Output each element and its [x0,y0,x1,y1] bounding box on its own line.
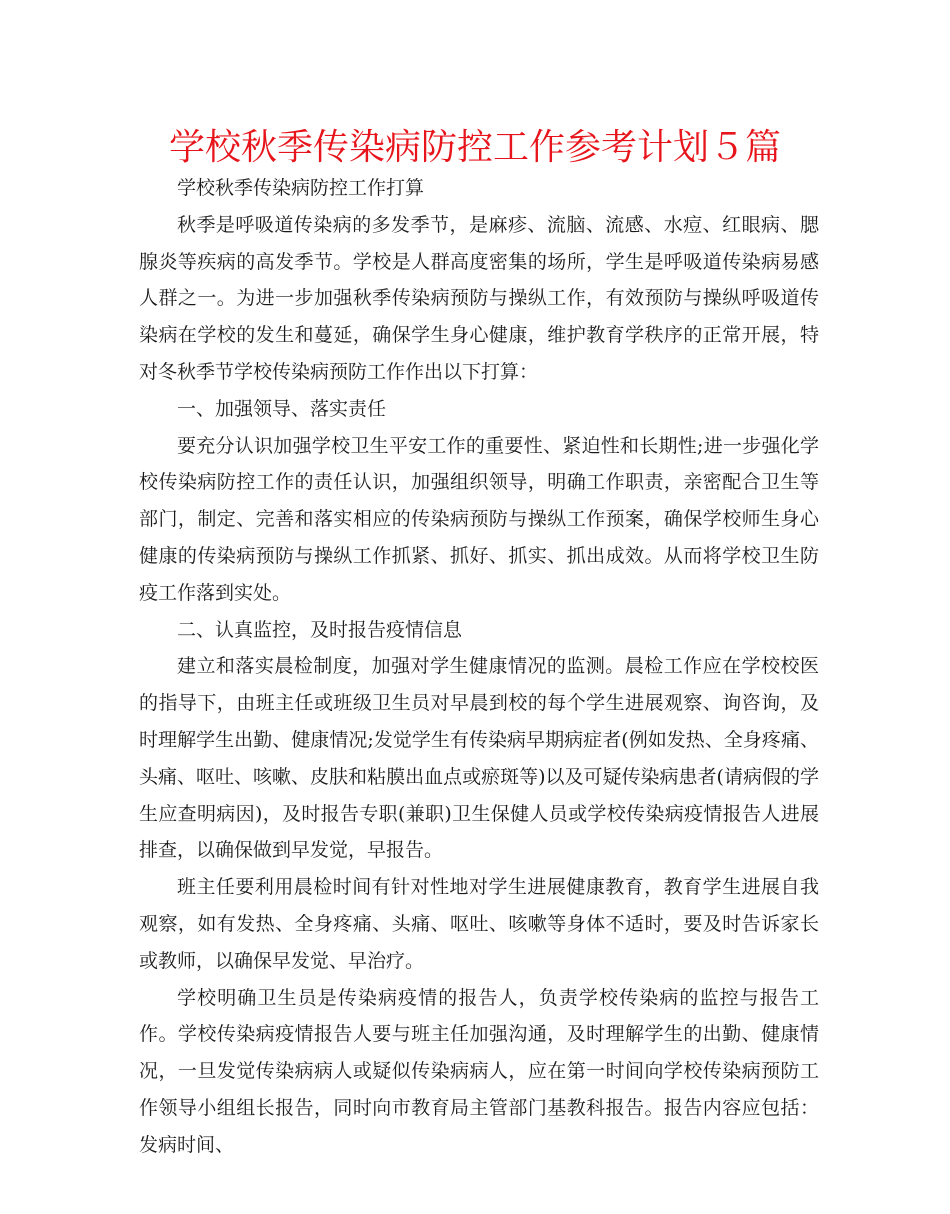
document-title: 学校秋季传染病防控工作参考计划５篇 [168,127,781,168]
paragraph-subtitle: 学校秋季传染病防控工作打算 [177,177,425,199]
document-body [139,170,819,1164]
paragraph: 学校明确卫生员是传染病疫情的报告人，负责学校传染病的监控与报告工作。学校传染病疫情报告人要与班主任加强沟通，及时理解学生的出勤、健康情况，一旦发觉传染病病人或疑似传染病病人，应在第一时间向学校传染病预防工作领导小组组长报告，同时向市教育局主管部门基教科报告。报告内容应包括：发病时间、 [139,986,819,1156]
section-heading-2: 二、认真监控，及时报告疫情信息 [177,618,463,641]
paragraph: 秋季是呼吸道传染病的多发季节，是麻疹、流脑、流感、水痘、红眼病、腮腺炎等疾病的高发季节。学校是人群高度密集的场所，学生是呼吸道传染病易感人群之一。为进一步加强秋季传染病预防与操纵工作，有效预防与操纵呼吸道传染病在学校的发生和蔓延，确保学生身心健康，维护教育学秩序的正常开展，特对冬秋季节学校传染病预防工作作出以下打算： [139,213,819,383]
paragraph: 要充分认识加强学校卫生平安工作的重要性、紧迫性和长期性;进一步强化学校传染病防控工作的责任认识，加强组织领导，明确工作职责，亲密配合卫生等部门，制定、完善和落实相应的传染病预防与操纵工作预案，确保学校师生身心健康的传染病预防与操纵工作抓紧、抓好、抓实、抓出成效。从而将学校卫生防疫工作落到实处。 [139,434,819,604]
paragraph: 班主任要利用晨检时间有针对性地对学生进展健康教育，教育学生进展自我观察，如有发热、全身疼痛、头痛、呕吐、咳嗽等身体不适时，要及时告诉家长或教师，以确保早发觉、早治疗。 [139,876,819,972]
paragraph: 建立和落实晨检制度，加强对学生健康情况的监测。晨检工作应在学校校医的指导下，由班主任或班级卫生员对早晨到校的每个学生进展观察、询咨询，及时理解学生出勤、健康情况;发觉学生有传染病早期病症者(例如发热、全身疼痛、头痛、呕吐、咳嗽、皮肤和粘膜出血点或瘀斑等)以及可疑传染病患者(请病假的学生应查明病因)，及时报告专职(兼职)卫生保健人员或学校传染病疫情报告人进展排查，以确保做到早发觉，早报告。 [139,655,819,862]
section-heading-1: 一、加强领导、落实责任 [177,397,387,420]
